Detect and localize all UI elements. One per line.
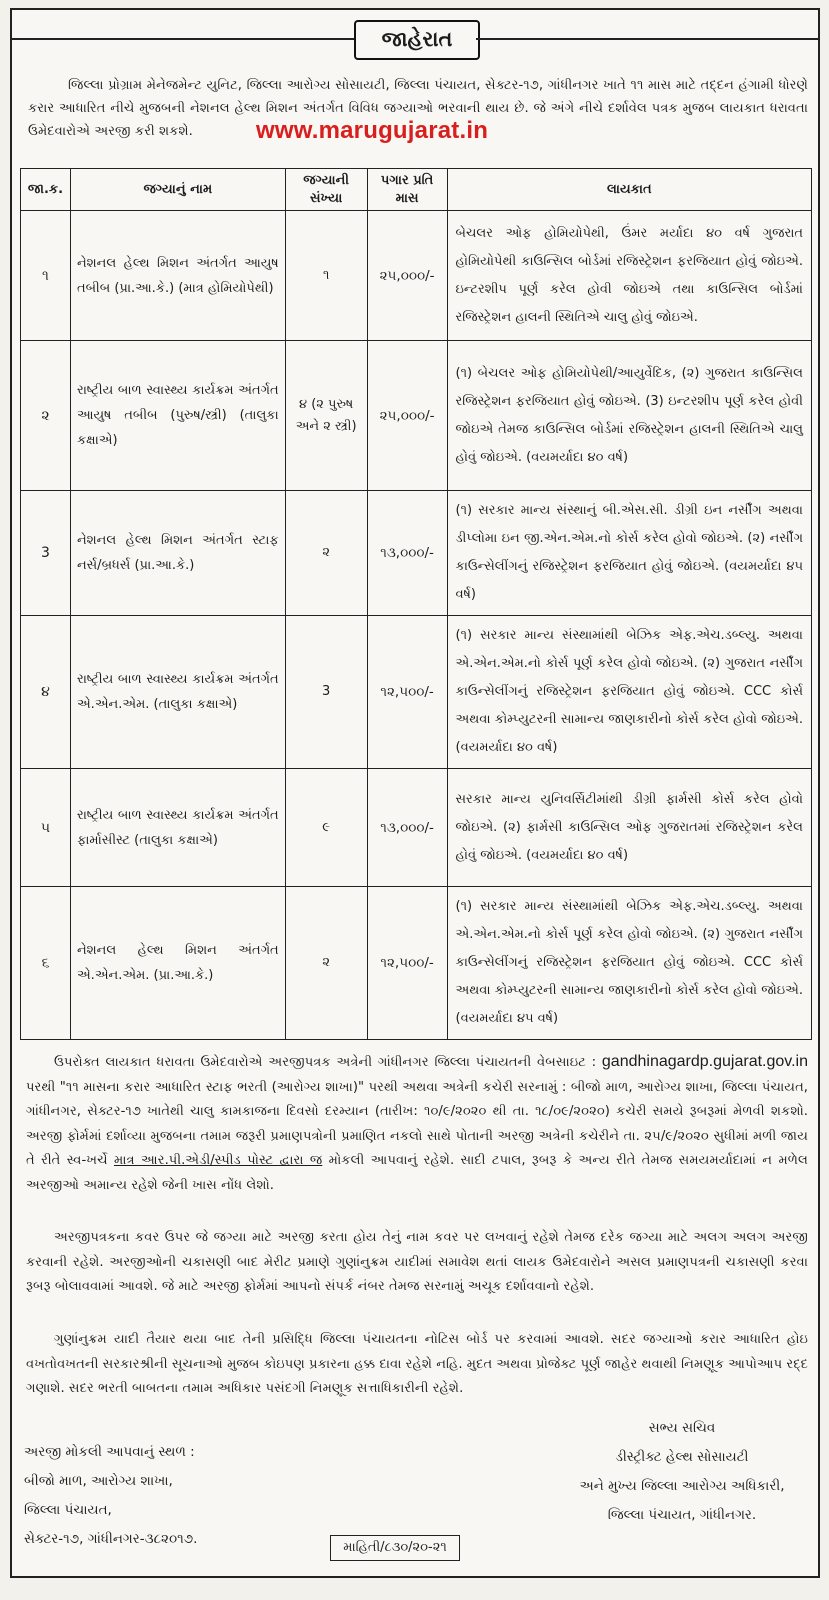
row-serial: ૫ (21, 769, 71, 887)
header-post-name: જગ્યાનું નામ (70, 169, 285, 211)
row-post-name: નેશનલ હેલ્થ મિશન અંતર્ગત એ.એન.એમ. (પ્રા.આ.કે.) (70, 887, 285, 1040)
table-row (21, 211, 812, 341)
row-serial: ૪ (21, 616, 71, 769)
row-salary: ૧૨,૫૦૦/- (367, 887, 447, 1040)
row-salary: ૧૨,૫૦૦/- (367, 616, 447, 769)
row-post-name: રાષ્ટ્રીય બાળ સ્વાસ્થ્ય કાર્યક્રમ અંતર્ગત આયુષ તબીબ (પુરુષ/સ્ત્રી) (તાલુકા કક્ષાએ) (70, 341, 285, 491)
row-post-count: 3 (285, 616, 367, 769)
application-address (24, 1438, 197, 1554)
cover-instructions: અરજીપત્રકના કવર ઉપર જે જગ્યા માટે અરજી કરતા હોય તેનું નામ કવર પર લખવાનું રહેશે તેમજ દરેક જગ્યા માટે અલગ અલગ અરજી કરવાની રહેશે. અરજીઓની ચકાસણી બાદ મેરીટ પ્રમાણે ગુણાંનુક્રમ યાદીમાં સમાવેશ થતાં લાયક ઉમેદવારોને અસલ પ્રમાણપત્રની ચકાસણી કરવા રૂબરૂ બોલાવવામાં આવશે. જે માટે અરજી ફોર્મમાં આપનો સંપર્ક નંબર તેમજ સરનામું અચૂક દર્શાવવાનો રહેશે. (26, 1230, 808, 1294)
merit-list-note: ગુણાંનુક્રમ યાદી તૈયાર થયા બાદ તેની પ્રસિદ્ધિ જિલ્લા પંચાયતના નોટિસ બોર્ડ પર કરવામાં આવશે. સદર જગ્યાઓ કરાર આધારિત હોઇ વખતોવખતની સરકારશ્રીની સૂચનાઓ મુજબ કોઇપણ પ્રકારના હક્ક દાવા રહેશે નહિ. મુદત અથવા પ્રોજેક્ટ પૂર્ણ જાહેર થવાથી નિમણૂક આપોઆપ રદ્દ ગણાશે. સદર ભરતી બાબતના તમામ અધિકાર પસંદગી નિમણૂક સત્તાધિકારીની રહેશે. (26, 1332, 808, 1396)
application-instructions (26, 1050, 808, 1198)
row-post-name: રાષ્ટ્રીય બાળ સ્વાસ્થ્ય કાર્યક્રમ અંતર્ગત એ.એન.એમ. (તાલુકા કક્ષાએ) (70, 616, 285, 769)
row-post-count: ૨ (285, 491, 367, 616)
row-salary: ૧૩,૦૦૦/- (367, 769, 447, 887)
row-post-name: નેશનલ હેલ્થ મિશન અંતર્ગત સ્ટાફ નર્સ/બ્રધર્સ (પ્રા.આ.કે.) (70, 491, 285, 616)
row-qualification: (૧) બેચલર ઓફ હોમિયોપેથી/આયુર્વેદિક, (૨) ગુજરાત કાઉન્સિલ રજિસ્ટ્રેશન ફરજિયાત હોવું જોઇએ. (3) ઇન્ટરશીપ પૂર્ણ કરેલ હોવી જોઇએ તેમજ કાઉન્સિલ બોર્ડમાં રજિસ્ટ્રેશન હાલની સ્થિતિએ ચાલુ હોવું જોઇએ. (વયમર્યાદા ૪૦ વર્ષ) (447, 341, 811, 491)
row-serial: ૬ (21, 887, 71, 1040)
website-link[interactable]: gandhinagardp.gujarat.gov.in (601, 1053, 808, 1070)
row-post-name: નેશનલ હેલ્થ મિશન અંતર્ગત આયુષ તબીબ (પ્રા.આ.કે.) (માત્ર હોમિયોપેથી) (70, 211, 285, 341)
row-post-count: ૯ (285, 769, 367, 887)
header-salary: પગાર પ્રતિ માસ (367, 169, 447, 211)
signatory-line: સભ્ય સચિવ (648, 1420, 716, 1436)
reference-number: માહિતી/૮૩૦/૨૦-૨૧ (330, 1535, 460, 1561)
speed-post-note: માત્ર આર.પી.એડી/સ્પીડ પોસ્ટ દ્વારા જ (114, 1153, 323, 1168)
table-row (21, 769, 812, 887)
address-line: બીજો માળ, આરોગ્ય શાખા, (24, 1473, 173, 1489)
row-post-count: ૨ (285, 887, 367, 1040)
row-qualification: સરકાર માન્ય યુનિવર્સિટીમાંથી ડીગ્રી ફાર્મસી કોર્સ કરેલ હોવો જોઇએ. (૨) ફાર્મસી કાઉન્સિલ ઓફ ગુજરાતમાં રજિસ્ટ્રેશન કરેલ હોવું જોઇએ. (વયમર્યાદા ૪૦ વર્ષ) (447, 769, 811, 887)
table-row (21, 616, 812, 769)
address-label: અરજી મોકલી આપવાનું સ્થળ : (24, 1444, 195, 1460)
row-qualification: (૧) સરકાર માન્ય સંસ્થાનું બી.એસ.સી. ડીગ્રી ઇન નર્સીંગ અથવા ડીપ્લોમા ઇન જી.એન.એમ.નો કોર્સ કરેલ હોવો જોઇએ. (૨) નર્સીંગ કાઉન્સેલીંગનું રજિસ્ટ્રેશન ફરજિયાત હોવું જોઇએ. (વયમર્યાદા ૪૫ વર્ષ) (447, 491, 811, 616)
signatory-line: અને મુખ્ય જિલ્લા આરોગ્ય અધિકારી, (579, 1478, 785, 1494)
title-row (12, 10, 818, 68)
row-post-count: ૪ (૨ પુરુષ અને ૨ સ્ત્રી) (285, 341, 367, 491)
intro-paragraph: જિલ્લા પ્રોગ્રામ મેનેજમેન્ટ યુનિટ, જિલ્લા આરોગ્ય સોસાયટી, જિલ્લા પંચાયત, સેક્ટર-૧૭, ગાંધીનગર ખાતે ૧૧ માસ માટે તદ્દન હંગામી ધોરણે કરાર આધારિત નીચે મુજબની નેશનલ હેલ્થ મિશન અંતર્ગત વિવિધ જગ્યાઓ ભરવાની થાય છે. જે અંગે નીચે દર્શાવેલ પત્રક મુજબ લાયકાત ધરાવતા ઉમેદવારોએ અરજી કરી શકશે. (28, 78, 808, 139)
signatory-block (552, 1414, 812, 1530)
posts-table (20, 168, 812, 1040)
row-qualification: (૧) સરકાર માન્ય સંસ્થામાંથી બેઝિક એફ.એચ.ડબ્લ્યુ. અથવા એ.એન.એમ.નો કોર્સ પૂર્ણ કરેલ હોવો જોઇએ. (૨) ગુજરાત નર્સીંગ કાઉન્સેલીંગનું રજિસ્ટ્રેશન ફરજિયાત હોવું જોઇએ. CCC કોર્સ અથવા કોમ્પ્યુટરની સામાન્ય જાણકારીનો કોર્સ કરેલ હોવો જોઇએ. (વયમર્યાદા ૪૦ વર્ષ) (447, 616, 811, 769)
row-post-count: ૧ (285, 211, 367, 341)
header-post-count: જગ્યાની સંખ્યા (285, 169, 367, 211)
instructions-main: પરથી "૧૧ માસના કરાર આધારિત સ્ટાફ ભરતી (આરોગ્ય શાખા)" પરથી અથવા અત્રેની કચેરી સરનામું : બીજો માળ, આરોગ્ય શાખા, જિલ્લા પંચાયત, ગાંધીનગર, સેક્ટર-૧૭ ખાતેથી ચાલુ કામકાજના દિવસો દરમ્યાન (તારીખ: ૧૦/૯/૨૦૨૦ થી તા. ૧૮/૦૯/૨૦૨૦) કચેરી સમયે રૂબરૂમાં મેળવી શકશો. અરજી ફોર્મમાં દર્શાવ્યા મુજબના તમામ જરૂરી પ્રમાણપત્રોની પ્રમાણિત નકલો સાથે પોતાની અરજી અત્રેની કચેરીને તા. ૨૫/૯/૨૦૨૦ સુધીમાં મળી જાય તે રીતે સ્વ-ખર્ચે (26, 1079, 808, 1168)
signatory-line: ડીસ્ટ્રીક્ટ હેલ્થ સોસાયટી (615, 1449, 749, 1465)
address-line: જિલ્લા પંચાયત, (24, 1502, 112, 1518)
row-salary: ૨૫,૦૦૦/- (367, 211, 447, 341)
table-header-row (21, 169, 812, 211)
advertisement-frame (10, 8, 820, 1578)
signatory-line: જિલ્લા પંચાયત, ગાંધીનગર. (607, 1507, 757, 1523)
table-row (21, 887, 812, 1040)
row-salary: ૧૩,૦૦૦/- (367, 491, 447, 616)
row-qualification: (૧) સરકાર માન્ય સંસ્થામાંથી બેઝિક એફ.એચ.ડબ્લ્યુ. અથવા એ.એન.એમ.નો કોર્સ પૂર્ણ કરેલ હોવો જોઇએ. (૨) ગુજરાત નર્સીંગ કાઉન્સેલીંગનું રજિસ્ટ્રેશન ફરજિયાત હોવું જોઇએ. CCC કોર્સ અથવા કોમ્પ્યુટરની સામાન્ય જાણકારીનો કોર્સ કરેલ હોવો જોઇએ. (વયમર્યાદા ૪૫ વર્ષ) (447, 887, 811, 1040)
header-qualification: લાયકાત (447, 169, 811, 211)
table-row (21, 491, 812, 616)
row-serial: ૧ (21, 211, 71, 341)
instructions-intro: ઉપરોક્ત લાયકાત ધરાવતા ઉમેદવારોએ અરજીપત્રક અત્રેની ગાંધીનગર જિલ્લા પંચાયતની વેબસાઇટ : (54, 1055, 597, 1070)
address-line: સેક્ટર-૧૭, ગાંધીનગર-૩૮૨૦૧૭. (24, 1531, 198, 1547)
page-title: જાહેરાત (354, 20, 480, 60)
header-serial: જા.ક. (21, 169, 71, 211)
row-salary: ૨૫,૦૦૦/- (367, 341, 447, 491)
row-qualification: બેચલર ઓફ હોમિયોપેથી, ઉંમર મર્યાદા ૪૦ વર્ષ ગુજરાત હોમિયોપેથી કાઉન્સિલ બોર્ડમાં રજિસ્ટ્રેશન ફરજિયાત હોવું જોઇએ. ઇન્ટરશીપ પૂર્ણ કરેલ હોવી જોઇએ તથા કાઉન્સિલ બોર્ડમાં રજિસ્ટ્રેશન હાલની સ્થિતિએ ચાલુ હોવું જોઇએ. (447, 211, 811, 341)
instructions-end: મોકલી આપવાનું રહેશે. સાદી ટપાલ, રૂબરૂ કે અન્ય રીતે તેમજ સમયમર્યાદામાં ન મળેલ અરજીઓ અમાન્ય રહેશે જેની ખાસ નોંધ લેશો. (26, 1153, 809, 1193)
row-serial: ૨ (21, 341, 71, 491)
row-post-name: રાષ્ટ્રીય બાળ સ્વાસ્થ્ય કાર્યક્રમ અંતર્ગત ફાર્માસીસ્ટ (તાલુકા કક્ષાએ) (70, 769, 285, 887)
watermark-url: www.marugujarat.in (256, 117, 489, 144)
row-serial: 3 (21, 491, 71, 616)
table-row (21, 341, 812, 491)
